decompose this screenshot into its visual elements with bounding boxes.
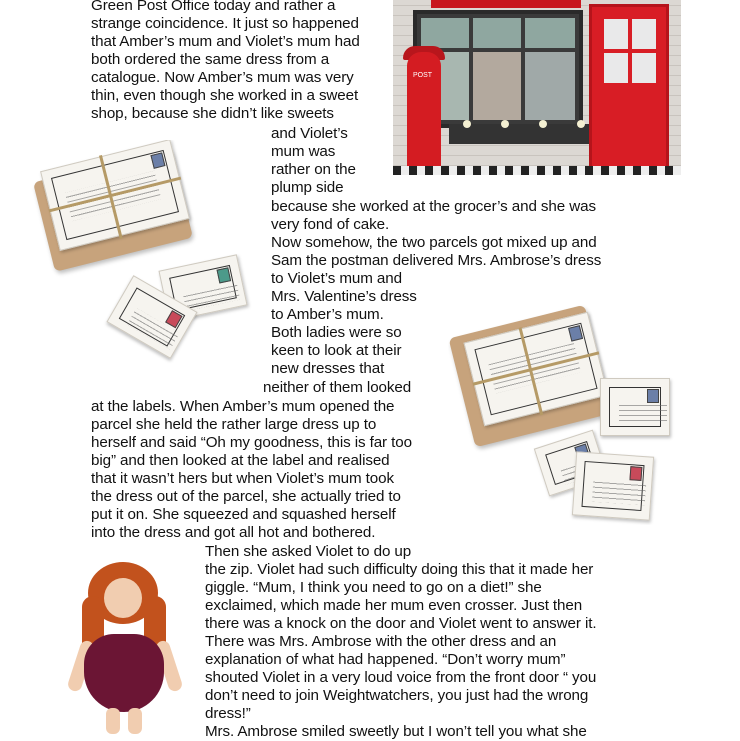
- story-line: Mrs. Valentine’s dress: [271, 288, 417, 305]
- flower-box: [449, 124, 599, 144]
- postbox-sign: POST: [413, 72, 433, 79]
- story-line: to Amber’s mum.: [271, 306, 384, 323]
- story-line: that Amber’s mum and Violet’s mum had: [91, 33, 360, 50]
- story-line: very fond of cake.: [271, 216, 390, 233]
- story-line: explanation of what had happened. “Don’t worry mum”: [205, 651, 566, 668]
- story-line: put it on. She squeezed and squashed herself: [91, 506, 396, 523]
- story-line: both ordered the same dress from a: [91, 51, 330, 68]
- doll-face: [104, 578, 142, 618]
- shop-sign: [431, 0, 581, 8]
- red-door: [589, 4, 669, 172]
- story-line: keen to look at their: [271, 342, 402, 359]
- story-line: that it wasn’t hers but when Violet’s mum took: [91, 470, 394, 487]
- story-line: parcel she held the rather large dress up to: [91, 416, 377, 433]
- story-line: catalogue. Now Amber’s mum was very: [91, 69, 354, 86]
- story-line: to Violet’s mum and: [271, 270, 402, 287]
- red-postbox: [407, 52, 441, 170]
- story-line: giggle. “Mum, I think you need to go on a diet!” she: [205, 579, 542, 596]
- story-line: Mrs. Ambrose smiled sweetly but I won’t tell you what she: [205, 723, 587, 740]
- story-line: Now somehow, the two parcels got mixed up and: [271, 234, 597, 251]
- story-line: There was Mrs. Ambrose with the other dress and an: [205, 633, 557, 650]
- story-line: don’t need to join Weightwatchers, you just had the wrong: [205, 687, 589, 704]
- post-office-photo: [393, 0, 681, 175]
- story-line: rather on the: [271, 161, 356, 178]
- story-line: Sam the postman delivered Mrs. Ambrose’s dress: [271, 252, 602, 269]
- story-line: new dresses that: [271, 360, 385, 377]
- story-line: mum was: [271, 143, 336, 160]
- story-line: Green Post Office today and rather a: [91, 0, 336, 14]
- story-line: into the dress and got all hot and bothered.: [91, 524, 376, 541]
- story-line: plump side: [271, 179, 344, 196]
- story-line: shop, because she didn’t like sweets: [91, 105, 334, 122]
- tiled-floor: [393, 166, 681, 175]
- story-line: dress!”: [205, 705, 251, 722]
- story-line: Then she asked Violet to do up: [205, 543, 412, 560]
- story-line: thin, even though she worked in a sweet: [91, 87, 359, 104]
- story-line: Both ladies were so: [271, 324, 402, 341]
- story-line: neither of them looked: [263, 379, 412, 396]
- parcels-photo-right: [448, 300, 680, 525]
- story-line: at the labels. When Amber’s mum opened the: [91, 398, 395, 415]
- story-line: herself and said “Oh my goodness, this is far too: [91, 434, 412, 451]
- doll-dress: [84, 634, 164, 712]
- small-parcel: [600, 378, 670, 436]
- story-line: the dress out of the parcel, she actually tried to: [91, 488, 401, 505]
- doll-photo: [66, 556, 184, 736]
- parcels-photo-left: [30, 140, 270, 365]
- story-line: there was a knock on the door and Violet went to answer it.: [205, 615, 597, 632]
- story-line: because she worked at the grocer’s and she was: [271, 198, 596, 215]
- story-line: exclaimed, which made her mum even crosser. Just then: [205, 597, 583, 614]
- small-parcel: [572, 451, 654, 520]
- story-line: strange coincidence. It just so happened: [91, 15, 359, 32]
- story-line: shouted Violet in a very loud voice from the front door “ you: [205, 669, 597, 686]
- story-line: big” and then looked at the label and realised: [91, 452, 390, 469]
- story-line: the zip. Violet had such difficulty doing this that it made her: [205, 561, 594, 578]
- story-line: and Violet’s: [271, 125, 348, 142]
